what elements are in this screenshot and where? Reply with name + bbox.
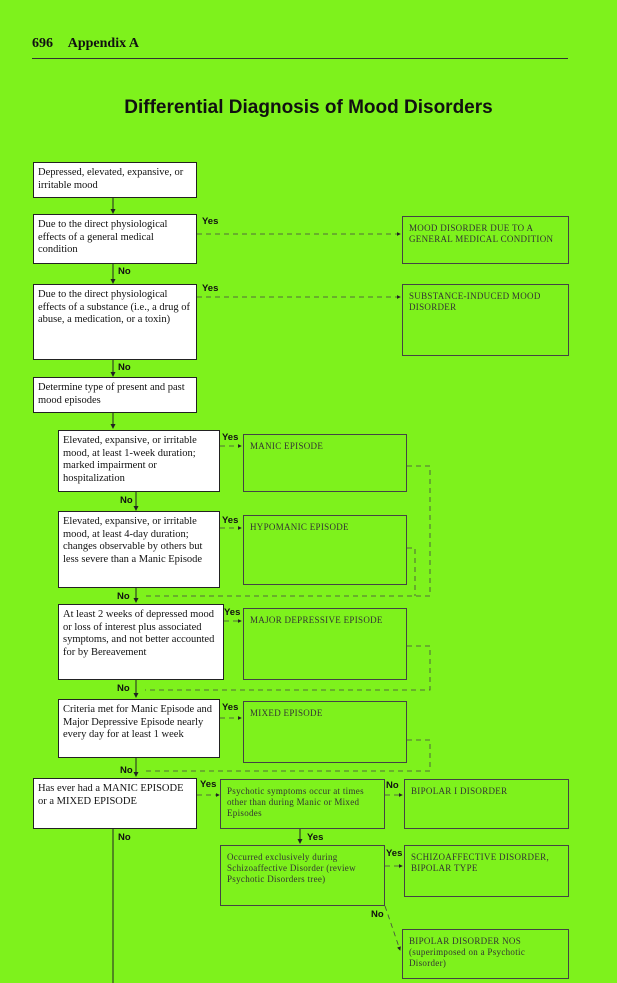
gmc-box: Due to the direct physiological effects of a general medical condition (33, 214, 197, 264)
no-label: No (371, 909, 384, 920)
no-label: No (120, 765, 133, 776)
outcome-hypomanic: HYPOMANIC EPISODE (243, 515, 407, 585)
no-label: No (118, 266, 131, 277)
manic-question-box: Elevated, expansive, or irritable mood, at least 1-week duration; marked impairment or hospitalization (58, 430, 220, 492)
hypomanic-question-box: Elevated, expansive, or irritable mood, at least 4-day duration; changes observable by others but less severe than a Manic Episode (58, 511, 220, 588)
no-label: No (118, 832, 131, 843)
yes-label: Yes (202, 216, 219, 227)
substance-box: Due to the direct physiological effects of a substance (i.e., a drug of abuse, a medication, or a toxin) (33, 284, 197, 360)
no-label: No (117, 683, 130, 694)
outcome-mixed: MIXED EPISODE (243, 701, 407, 763)
mood-box: Depressed, elevated, expansive, or irritable mood (33, 162, 197, 198)
outcome-mde: MAJOR DEPRESSIVE EPISODE (243, 608, 407, 680)
outcome-bipolar1: BIPOLAR I DISORDER (404, 779, 569, 829)
section-title: Appendix A (67, 36, 139, 51)
yes-label: Yes (224, 607, 241, 618)
mixed-question-box: Criteria met for Manic Episode and Major Depressive Episode nearly every day for at least 1 week (58, 699, 220, 758)
no-label: No (120, 495, 133, 506)
yes-label: Yes (386, 848, 403, 859)
outcome-gmc: MOOD DISORDER DUE TO A GENERAL MEDICAL CONDITION (402, 216, 569, 264)
outcome-substance: SUBSTANCE-INDUCED MOOD DISORDER (402, 284, 569, 356)
outcome-schizoaffective: SCHIZOAFFECTIVE DISORDER, BIPOLAR TYPE (404, 845, 569, 897)
yes-label: Yes (222, 702, 239, 713)
yes-label: Yes (307, 832, 324, 843)
page-title: Differential Diagnosis of Mood Disorders (124, 97, 493, 118)
yes-label: Yes (202, 283, 219, 294)
page-number: 696 (32, 36, 53, 51)
yes-label: Yes (200, 779, 217, 790)
yes-label: Yes (222, 432, 239, 443)
yes-label: Yes (222, 515, 239, 526)
ever-manic-box: Has ever had a MANIC EPISODE or a MIXED EPISODE (33, 778, 197, 829)
mde-question-box: At least 2 weeks of depressed mood or loss of interest plus associated symptoms, and not better accounted for by Bereavement (58, 604, 224, 680)
schizo-question-box: Occurred exclusively during Schizoaffective Disorder (review Psychotic Disorders tree) (220, 845, 385, 906)
no-label: No (117, 591, 130, 602)
no-label: No (386, 780, 399, 791)
psychotic-question-box: Psychotic symptoms occur at times other than during Manic or Mixed Episodes (220, 779, 385, 829)
no-label: No (118, 362, 131, 373)
determine-box: Determine type of present and past mood episodes (33, 377, 197, 413)
outcome-manic: MANIC EPISODE (243, 434, 407, 492)
outcome-bipolar-nos: BIPOLAR DISORDER NOS (superimposed on a Psychotic Disorder) (402, 929, 569, 979)
